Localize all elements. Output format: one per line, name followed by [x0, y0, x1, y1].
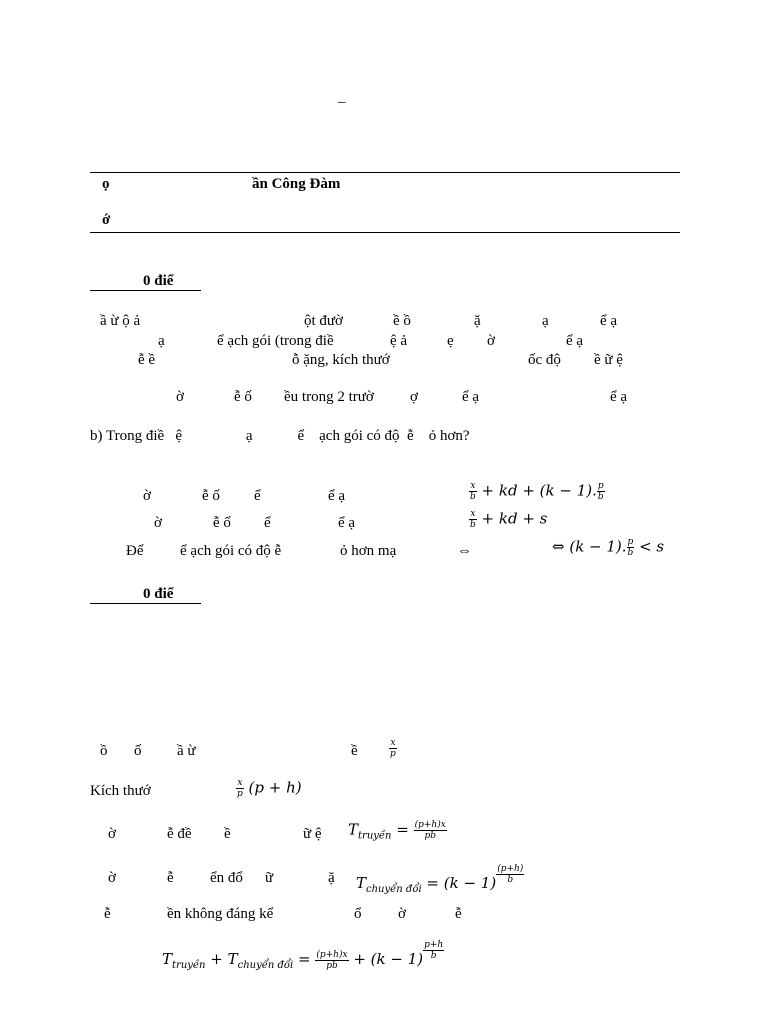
- info-row2-label: ớ: [102, 212, 111, 228]
- section2-heading: 0 điể: [90, 586, 201, 604]
- formula-3: ⇔ (k − 1). $\frac{p}{b}$ < s: [552, 537, 665, 558]
- section1-question-b: b) Trong điề ệ ạ ể ạch gói có độ ễ ỏ hơn?: [90, 428, 470, 444]
- info-row1-value: ần Công Đàm: [252, 176, 341, 192]
- bottom-rule: [90, 232, 680, 233]
- section1-heading: 0 điể: [90, 273, 201, 291]
- top-rule: [90, 172, 680, 173]
- final-formula: $T_{truyền} + T_{chuyển đổi}$ = $\frac{(p+h)x}{pb}$ + (k − 1) $^{\frac{p+h}{b}}$: [162, 940, 444, 971]
- info-row1-label: ọ: [102, 176, 110, 192]
- header-dash: –: [338, 94, 346, 110]
- formula-1: $\frac{x}{b}$ + kd + (k − 1). $\frac{p}{b}$: [470, 481, 604, 502]
- formula-2: $\frac{x}{b}$ + kd + s: [470, 509, 548, 530]
